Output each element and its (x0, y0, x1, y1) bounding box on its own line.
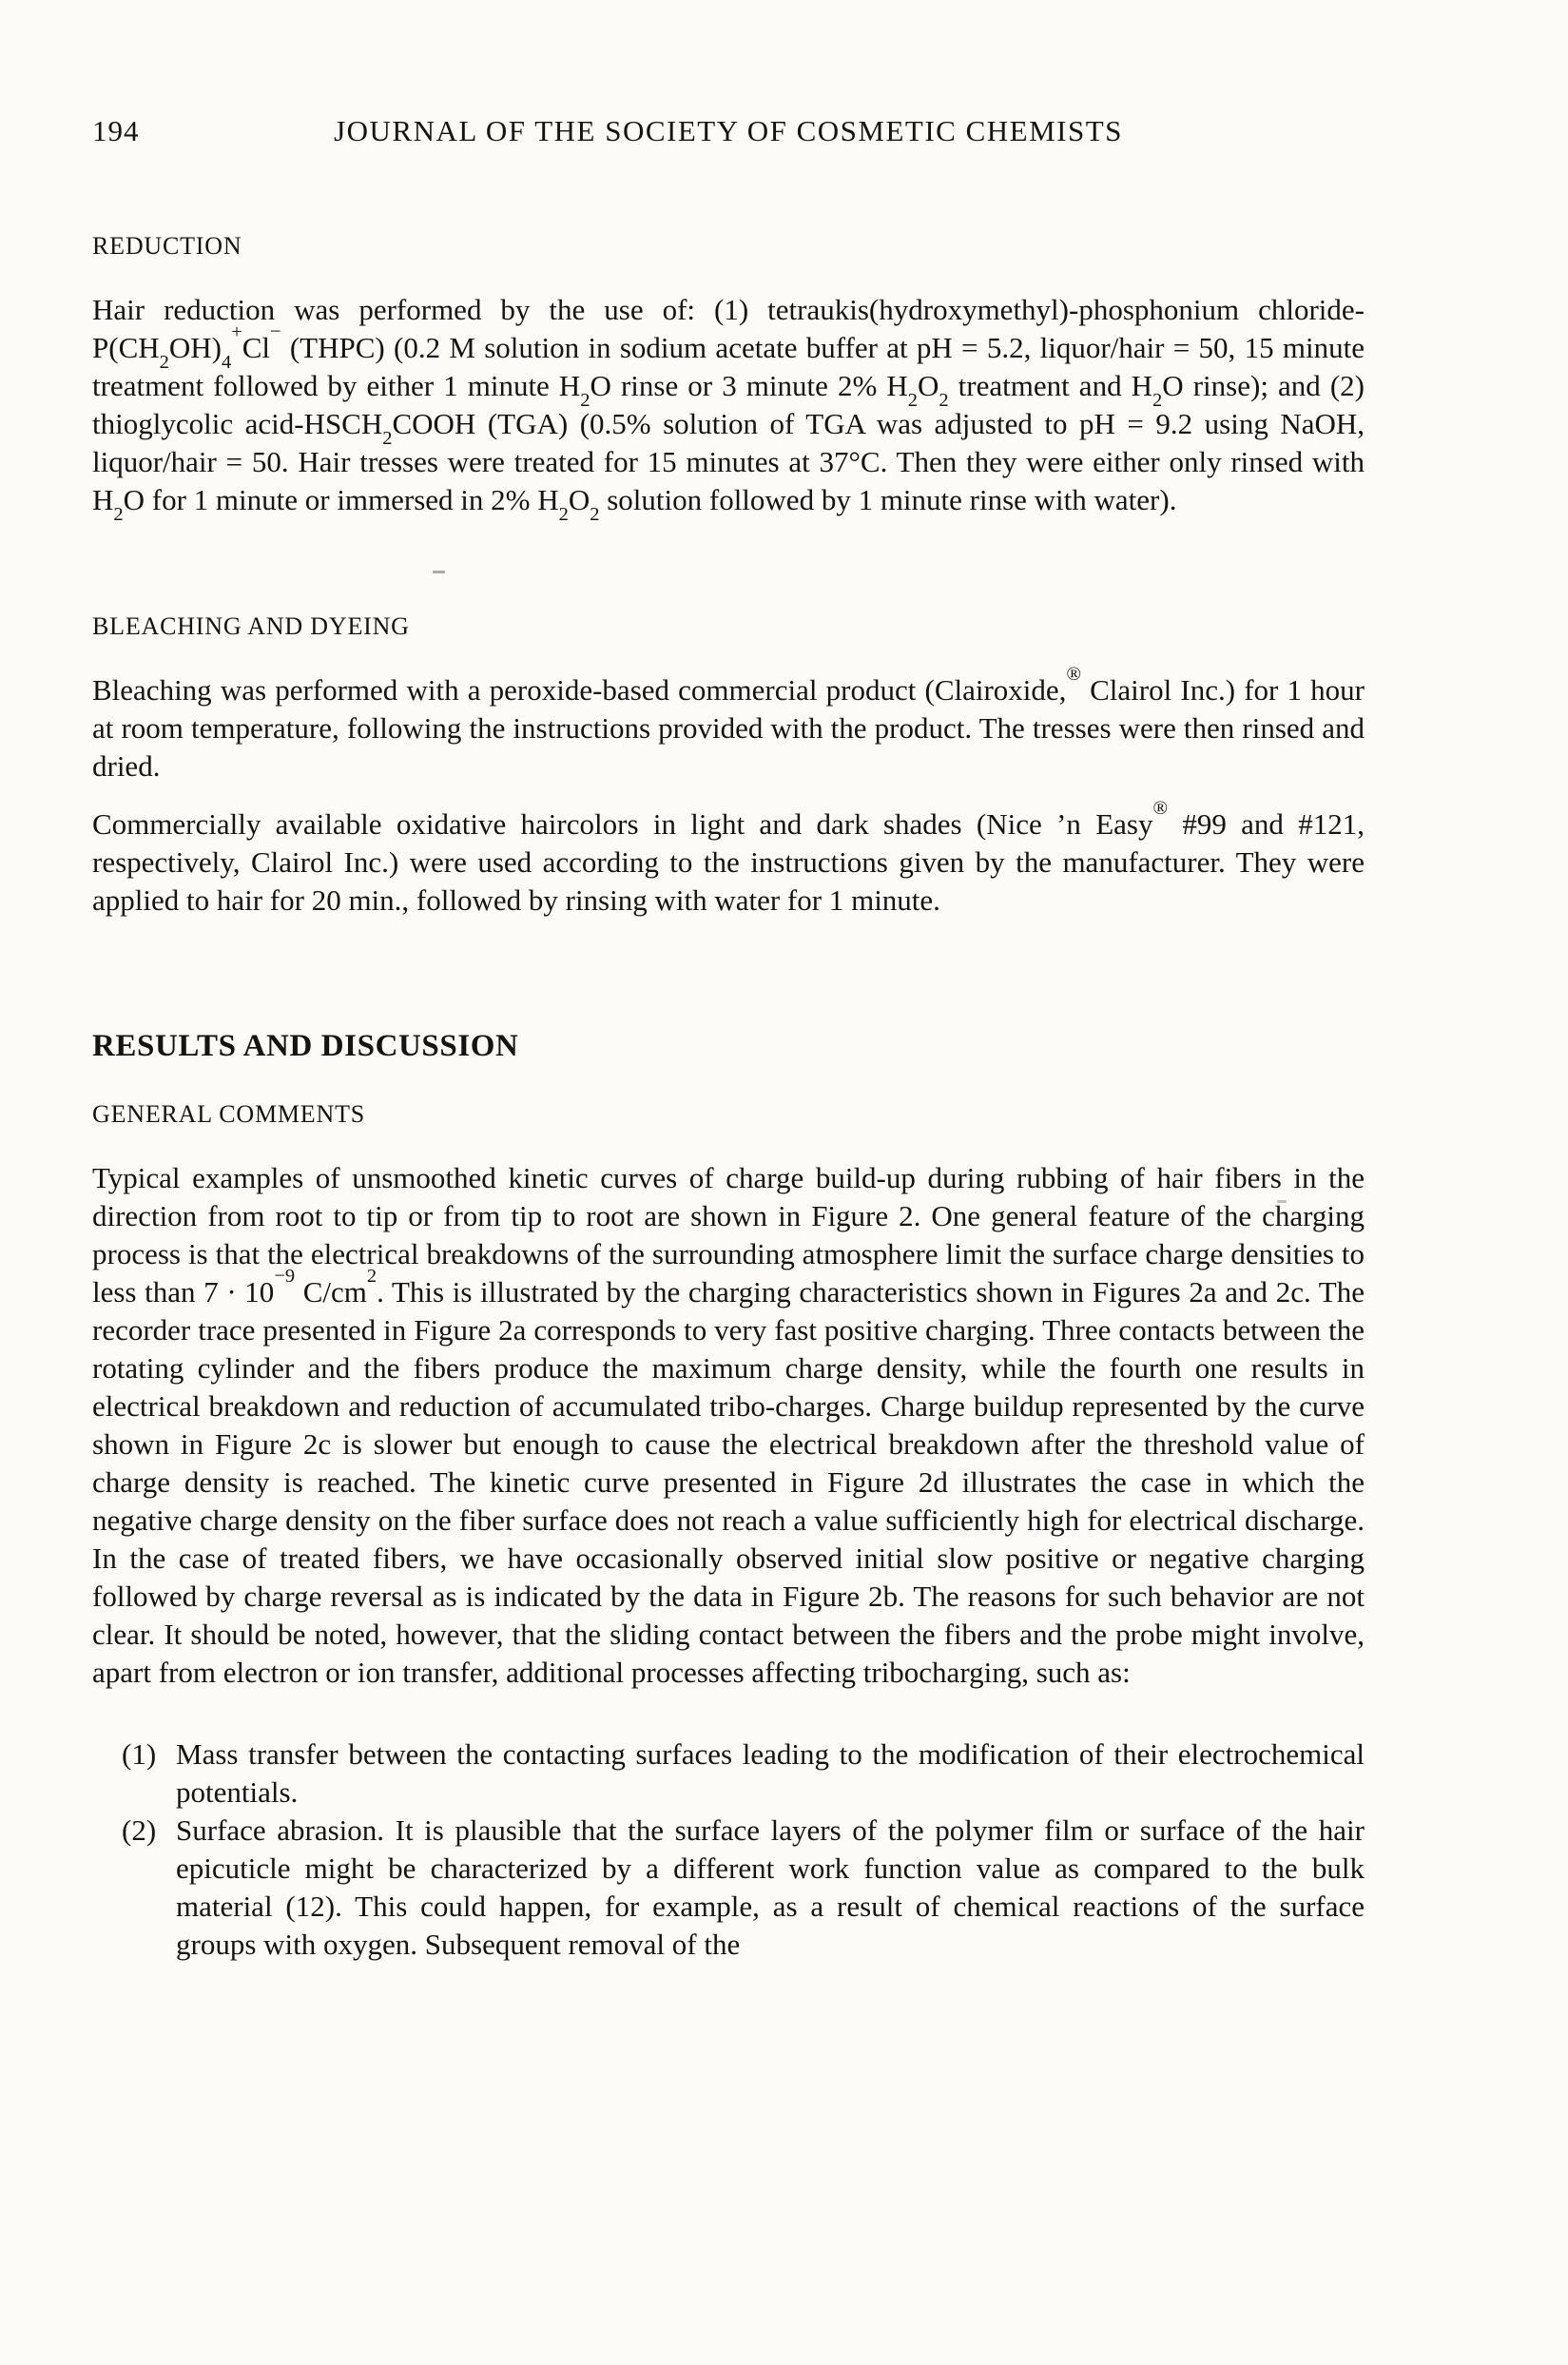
page-header (92, 112, 1365, 152)
section-heading-reduction: REDUCTION (92, 232, 242, 260)
section-heading-results-discussion: RESULTS AND DISCUSSION (92, 1029, 519, 1063)
section-heading-bleaching-dyeing: BLEACHING AND DYEING (92, 612, 410, 640)
subsection-heading-general-comments: GENERAL COMMENTS (92, 1100, 366, 1128)
paragraph-haircolors: Commercially available oxidative haircolors in light and dark shades (Nice ’n Easy® #99 and #121, respectively, Clairol Inc.) were used according to the instructions given by the manufacturer. They were applied to hair for 20 min., followed by rinsing with water for 1 minute. (92, 798, 1365, 917)
journal-title: JOURNAL OF THE SOCIETY OF COSMETIC CHEMISTS (334, 114, 1123, 147)
list-item-number: (1) (122, 1737, 157, 1771)
paragraph-general-comments: Typical examples of unsmoothed kinetic curves of charge build-up during rubbing of hair fibers in the direction from root to tip or from tip to root are shown in Figure 2. One general feature of the charging process is that the electrical breakdowns of the surrounding atmosphere limit the surface charge densities to less than $7 \cdot 10^{-9}$ $C/cm^2$. This is illustrated by the charging characteristics shown in Figures 2a and 2c. The recorder trace presented in Figure 2a corresponds to very fast positive charging. Three contacts between the rotating cylinder and the fibers produce the maximum charge density, while the fourth one results in electrical breakdown and reduction of accumulated tribo-charges. Charge buildup represented by the curve shown in Figure 2c is slower but enough to cause the electrical breakdown after the threshold value of charge density is reached. The kinetic curve presented in Figure 2d illustrates the case in which the negative charge density on the fiber surface does not reach a value sufficiently high for electrical discharge. In the case of treated fibers, we have occasionally observed initial slow positive or negative charging followed by charge reversal as is indicated by the data in Figure 2b. The reasons for such behavior are not clear. It should be noted, however, that the sliding contact between the fibers and the probe might involve, apart from electron or ion transfer, additional processes affecting tribocharging, such as: (92, 1161, 1365, 1689)
numbered-list (92, 1735, 1365, 1964)
scan-artifact (1277, 1200, 1287, 1203)
list-item-text: Surface abrasion. It is plausible that the surface layers of the polymer film or surface of the hair epicuticle might be characterized by a different work function value as compared to the bulk material (12). This could happen, for example, as a result of chemical reactions of the surface groups with oxygen. Subsequent removal of the (176, 1813, 1365, 1961)
list-item-mass-transfer (92, 1735, 1365, 1812)
list-item-text: Mass transfer between the contacting surfaces leading to the modification of their electrochemical potentials. (176, 1737, 1365, 1809)
list-item-surface-abrasion (92, 1812, 1365, 1964)
page-number: 194 (92, 114, 140, 147)
paragraph-reduction: Hair reduction was performed by the use of: (1) tetraukis(hydroxymethyl)-phosphonium chloride-$P(CH_2OH)_4^+Cl^-$ (THPC) (0.2 M solution in sodium acetate buffer at pH = 5.2, liquor/hair = 50, 15 minute treatment followed by either 1 minute $H_2O$ rinse or 3 minute 2% $H_2O_2$ treatment and $H_2O$ rinse); and (2) thioglycolic acid-$HSCH_2COOH$ (TGA) (0.5% solution of TGA was adjusted to pH = 9.2 using NaOH, liquor/hair = 50. Hair tresses were treated for 15 minutes at 37°C. Then they were either only rinsed with $H_2O$ for 1 minute or immersed in 2% $H_2O_2$ solution followed by 1 minute rinse with water). (92, 293, 1365, 525)
scan-artifact (433, 571, 445, 573)
paragraph-bleaching: Bleaching was performed with a peroxide-based commercial product (Clairoxide,® Clairol Inc.) for 1 hour at room temperature, following the instructions provided with the product. The tresses were then rinsed and dried. (92, 664, 1365, 783)
list-item-number: (2) (122, 1813, 157, 1847)
